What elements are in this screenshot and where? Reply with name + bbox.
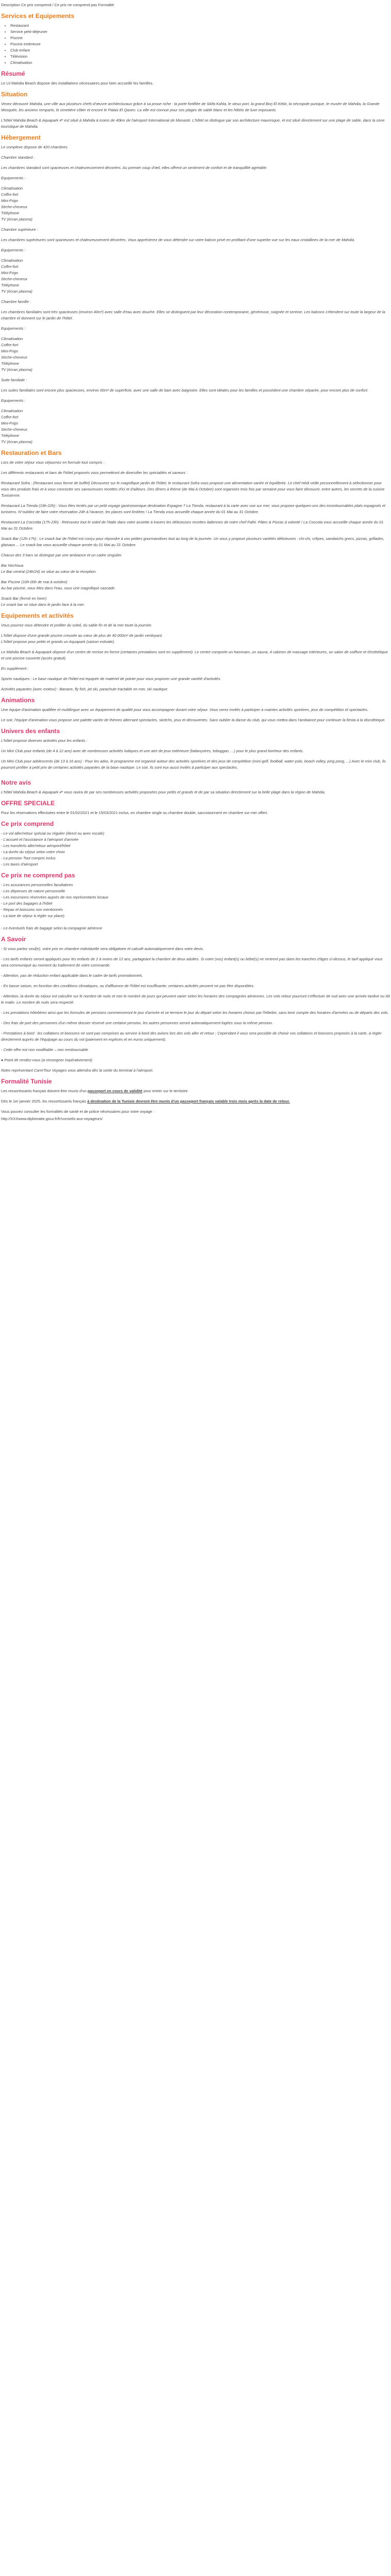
room-equipment-item: Téléphone xyxy=(1,361,19,366)
formalite-passport xyxy=(1,1088,390,1094)
list-item: - La taxe de séjour à régler sur place) xyxy=(1,913,64,918)
offre-paragraph: Pour les réservations effectuées entre le 01/02/2021 et le 15/03/2021 inclus, en chambre single ou chambre double, saccoisonnent en chambre sur mer offert. xyxy=(1,810,268,815)
room-description: Les suites familiales sont encore plus spacieuses, environ 60m² de superficie, avec une salle de bain avec baignoire. Elles sont idéales pour les familles et possèdent une chambre séparée, pour encore plus de confort. xyxy=(1,388,368,393)
list-item: • Télévision xyxy=(10,54,390,60)
list-item: • Club enfant xyxy=(10,47,390,54)
list-item: - L'accueil et l'assistance à l'aéroport d'arrivée xyxy=(1,837,79,842)
room-equipment-item: TV (écran plasma) xyxy=(1,367,32,372)
savoir-paragraph: Notre représentant CarreTour Voyages vous attendra dès la sortie du terminal à l'aéroport. xyxy=(1,1068,154,1073)
room-equipment-item: Coffre-fort xyxy=(1,264,19,269)
room-equipment-item: Climatisation xyxy=(1,186,23,191)
savoir-paragraph: - Attention, pas de réduction enfant applicable dans le cadre de tarifs promotionnels. xyxy=(1,973,143,978)
text-emphasis: passeport en cours de validité xyxy=(87,1089,143,1093)
savoir-paragraph: - En basse saison, en fonction des conditions climatiques, ou d'affluence de l'hôtel est insuffisante; certaines activités peuvent ne pas être disponibles. xyxy=(1,984,255,988)
list-item: • Service petit-déjeuner xyxy=(10,29,390,35)
room-description: Les chambres familiales sont très spacieuses (environ 40m²) avec salle d'eau avec douche. Elles se distinguent par leur décoration contemporaine, généreuse, soignée et sereine. Les balcons s'étendent sur toute la largeur de la chambre et donnent sur le jardin de l'hôtel. xyxy=(1,310,385,320)
restaurant-la-tienda: Restaurant La Tienda (19h-22h) : Vous êtes tentés par un petit voyage gastronomique destination Espagne ? La Tienda, restaurant à la carte avec vue sur mer, vous propose quelques-uns des incontournables plats espagnols et tunisiens. N°oubliez de faire votre réservation 24h à l'avance, les places sont limitées ! La Tienda vous accueille chaque année du 01 Mai au 31 Octobre. xyxy=(1,503,385,514)
bar-description: Le snack bar se situe dans le jardin face à la mer. xyxy=(1,602,85,607)
bar-snack xyxy=(1,596,390,608)
room-equipment-list xyxy=(1,336,390,373)
room-equipment-item: Mini-Frigo xyxy=(1,421,18,426)
room-equipment-item: Mini-Frigo xyxy=(1,198,18,203)
list-item: - Les assurances personnelles facultatives xyxy=(1,883,73,887)
section-title-univers: Univers des enfants xyxy=(1,727,60,735)
list-item: - Les transferts aller/retour aéroport/hôtel xyxy=(1,843,71,848)
equipements-supplement: En supplément : xyxy=(1,666,29,671)
room-equipment-list xyxy=(1,408,390,445)
section-title-situation: Situation xyxy=(1,91,28,98)
list-item xyxy=(1,919,390,925)
section-title-comprend: Ce prix comprend xyxy=(1,820,54,827)
room-equipment-item: Mini-Frigo xyxy=(1,270,18,275)
page xyxy=(0,0,391,1131)
section-title-equipements: Equipements et activités xyxy=(1,612,74,619)
bar-nechoua xyxy=(1,563,390,575)
room-equipment-item: Climatisation xyxy=(1,336,23,341)
room-list xyxy=(1,155,390,445)
room-equipment-item: Sèche-cheveux xyxy=(1,205,27,209)
savoir-paragraph: - Si vous partez seul(e), votre prix en chambre individuelle sera obligatoire et calculé automatiquement dans votre devis. xyxy=(1,946,204,951)
room-title: Chambre supérieure : xyxy=(1,227,38,232)
room-equipment-item: Coffre-fort xyxy=(1,415,19,419)
list-item: - Repas et boissons non mentionnés xyxy=(1,907,63,912)
univers-ados-club: Un Mini Club pour adolescents (de 13 à 16 ans) : Pour les ados, le programme est organisé autour des activités sportives et des jeux de compétition (mini-golf, football, water polo, beach volley, ping pong, ...) Avec le mini club, ils pourront profiter à petit prix de certaines activités payantes de la base nautique. Le soir, ils sont eux aussi invités à participer aux spectacles. xyxy=(1,759,386,770)
bar-name: Bar Piscine (10h-00h de mai à octobre) xyxy=(1,580,68,584)
room-equipment-item: Téléphone xyxy=(1,283,19,287)
room-equipment-item: TV (écran plasma) xyxy=(1,217,32,222)
room-equipment-title: Equipements : xyxy=(1,326,26,331)
avis-paragraph: L'hôtel Mahdia Beach & Aquapark 4* vous ravira de par ses nombreuses activités proposées pour petits et grands et de par sa situation directement sur la belle plage dans la région de Mahdia. xyxy=(1,790,325,794)
restauration-paragraph: Lors de votre séjour vous séjournez en formule tout compris : xyxy=(1,460,105,465)
savoir-paragraph: - Attention, la durée du séjour est calculée sur le nombre de nuits et non le nombre de jours qui peuvent varier selon les horaires des compagnies aériennes. Les vols retour pourront s'effectuer de nuit avec une arrivée tardive ou tôt le matin. Le nombre de nuits sera respecté. xyxy=(1,994,390,1005)
section-title-savoir: A Savoir xyxy=(1,936,26,943)
text-emphasis: à destination de la Tunisie devront être munis d'un passeport français valable trois mois après la date de retour. xyxy=(87,1099,290,1104)
list-item: • Piscine extérieure xyxy=(10,41,390,47)
savoir-paragraph: - Les tarifs enfants seront appliqués pour les enfants de 2 à moins de 12 ans, partageant la chambre de deux adultes. Si votre (vos) enfant(s) ou bébé(s) ne rentrent pas dans les tranches d'âges ci-dessus, le tarif appliqué vous sera communiqué au moment du traitement de votre commande. xyxy=(1,957,383,968)
room-equipment-item: TV (écran plasma) xyxy=(1,289,32,294)
section-title-hebergement: Hébergement xyxy=(1,134,41,141)
room-equipment-list xyxy=(1,185,390,223)
room-description: Les chambres supérieures sont spacieuses et chaleureusement décorées. Vous apprécierez de vous détendre sur votre balcon privé en profitant d'une superbe vue sur les eaux cristallines de la mer de Mahdia. xyxy=(1,238,355,242)
section-title-ne-comprend: Ce prix ne comprend pas xyxy=(1,872,75,879)
services-list xyxy=(1,23,390,66)
section-title-services: Services et Equipements xyxy=(1,12,75,20)
ne-comprend-list xyxy=(1,882,390,931)
restaurant-la-coccotta: Restaurant La Coccotta (17h-23h) : Retrouvez tout le soleil de l'Italie dans votre assiette à travers les délicieuses recettes italiennes de notre chef Fathi. Pâtes & Pizzas à volonté ! La Coccota vous accueille chaque année du 01 Mai au 31 Octobre. xyxy=(1,520,384,531)
list-item: - Le éventuels frais de bagage selon la compagnie aérienne xyxy=(1,926,102,930)
equipements-line: L'hôtel dispose d'une grande piscine creusée au cœur de plus de 40 000m² de jardin verdoyant. xyxy=(1,633,163,638)
list-item: - Les excursions réservées auprès de nos représentants locaux xyxy=(1,895,108,900)
list-item: - Les dépenses de nature personnelle xyxy=(1,889,66,893)
univers-mini-club: Un Mini Club pour enfants (de 4 à 12 ans) avec de nombreuses activités ludiques et une aire de jeux extérieure (balançoires, toboggan, ...) pour le plus grand bonheur des enfants. xyxy=(1,749,304,753)
list-item: - Le port des bagages à l'hôtel xyxy=(1,901,53,906)
savoir-paragraph: - Des frais de port des personnes d'un même dossier réservé une certaine pension, les autres personnes seront automatiquement logées sous la même pension. xyxy=(1,1021,273,1025)
list-item: - Le vol aller/retour spécial ou régulier (direct ou avec escale) xyxy=(1,831,105,836)
section-title-formalite: Formalité Tunisie xyxy=(1,1078,52,1085)
equipements-nautique: Sports nautiques : Le base nautique de l'hôtel est équipée de matériel de pointe pour vous proposer une grande variété d'activités. xyxy=(1,676,221,681)
list-item: - La pension Tout compris inclus xyxy=(1,856,56,860)
bar-name: Bar Nechoua xyxy=(1,563,24,568)
text-segment: Les ressortissants français doivent être munis d'un xyxy=(1,1089,88,1093)
room-equipment-item: Sèche-cheveux xyxy=(1,427,27,432)
list-item: • Restaurant xyxy=(10,23,390,29)
formalite-link-row xyxy=(1,1116,390,1122)
equipements-line: L'hôtel propose pour petits et grands un Aquapark (saison estivale). xyxy=(1,639,115,644)
equipements-spa: Le Mahdia Beach & Aquapark dispose d'un centre de remise en forme (certaines prestations sont en supplément). Le centre comporte un hammam, un sauna, 4 cabines de massage intérieures, un salon de coiffure et d'esthétique et une piscine couverte (accès gratuit). xyxy=(1,650,388,660)
comprend-list xyxy=(1,831,390,868)
univers-paragraph: L'hôtel propose diverses activités pour les enfants : xyxy=(1,738,88,743)
room-title: Chambre standard : xyxy=(1,155,35,160)
bar-piscine xyxy=(1,579,390,591)
room-title: Chambre famille : xyxy=(1,299,31,304)
savoir-paragraph: - Les prestations hôtelières ainsi que les formules de pensions commenceront le jour d'arrivée et se termine le jour du départ selon les horaires choisis par l'hôtelier, sans tenir compte des horaires d'arrivées ou de départs des vols. xyxy=(1,1010,389,1015)
hebergement-intro: Le complexe dispose de 420 chambres. xyxy=(1,145,69,149)
savoir-paragraph: - Prestations à bord : les collations et boissons ne sont pas comprises au service à bord des avions lors des vols aller et retour ; Cependant il vous sera possible de choisir vos collations et boissons proposés à la carte, à régler directement auprès de l'équipage au cours du vol (paiement en espèces et en euros uniquement). xyxy=(1,1031,382,1042)
section-title-offre: OFFRE SPECIALE xyxy=(1,800,55,807)
room-equipment-item: Coffre-fort xyxy=(1,192,19,197)
animations-paragraph: Le soir, l'équipe d'animation vous propose une palette variée de thèmes alternant spectacles, sketchs, jeux et découvertes. Sans oublier la danse du club, qui vous mettra dans l'ambiance pour continuer la fiesta à la discothèque. xyxy=(1,718,386,722)
animations-paragraph: Une équipe d'animation qualifiée et multilingue avec un équipement de qualité pour vous accompagner durant votre séjour. Vous serez invités à participer à maintes activités sportives, jeux de compétition et spectacles. xyxy=(1,707,368,712)
room-equipment-item: Mini-Frigo xyxy=(1,349,18,353)
bar-description: Au bar piscine, vous êtes dans l'eau, sous une magnifique cascade. xyxy=(1,586,116,590)
room-equipment-title: Equipements : xyxy=(1,398,26,403)
room-block xyxy=(1,377,390,445)
restauration-paragraph: Les différents restaurants et bars de l'hôtel proposés vous permettront de diversifier les spécialités et saveurs : xyxy=(1,470,188,475)
section-title-avis: Notre avis xyxy=(1,779,31,786)
list-item: • Piscine xyxy=(10,35,390,41)
room-equipment-item: Sèche-cheveux xyxy=(1,277,27,281)
bar-name: Snack Bar (fermé en hiver) xyxy=(1,596,47,601)
room-equipment-item: Téléphone xyxy=(1,433,19,438)
situation-paragraph: L'hôtel Mahdia Beach & Aquapark 4* est situé à Mahdia à moins de 40km de l'aéroport International de Monastir. L'hôtel se distingue par son architecture mauresque, et est situé directement sur une plage de sable, dans la zone touristique de Mahdia. xyxy=(1,118,385,129)
list-item: - Les taxes d'aéroport xyxy=(1,862,38,867)
formalite-health xyxy=(1,1109,390,1115)
bar-description: Le Bar central (24h/24) se situe au cœur de la réception. xyxy=(1,569,97,574)
text-segment: pour entrer sur le territoire. xyxy=(142,1089,189,1093)
text-segment: Vous pouvez consulter les formalités de santé et de police nécessaires pour votre voyage : xyxy=(1,1109,155,1114)
room-equipment-list xyxy=(1,258,390,295)
snack-bar-paragraph: Snack Bar (12h-17h) : Le snack bar de l'hôtel est conçu pour répondre à vos petites gourmandises tout au long de la journée. Un vous y propose plusieurs variétés délicieuses : chi-chi, crêpes, sandwichs grecs, pizzas, grillades, glaisaux ... Le snack bar vous accueille chaque année du 01 Mai au 31 Octobre. xyxy=(1,536,384,547)
room-equipment-item: Sèche-cheveux xyxy=(1,355,27,360)
bars-intro: Chacun des 3 bars se distingue par une ambiance et un cadre singulier. xyxy=(1,553,123,557)
room-equipment-item: Coffre-fort xyxy=(1,343,19,347)
section-title-restauration: Restauration et Bars xyxy=(1,449,62,456)
room-equipment-item: Téléphone xyxy=(1,211,19,215)
section-title-animations: Animations xyxy=(1,697,35,704)
room-equipment-title: Equipements : xyxy=(1,248,26,252)
equipements-piscine xyxy=(1,633,390,645)
restaurant-sofra: Restaurant Sofra : (Restaurant sous forme de buffet) Découvrez sur le magnifique jardin de l'hôtel, le restaurant Sofra vous propose une alimentation variée et équilibrée. Le chef Hédi veille personnellement à sélectionner pour vous des produits frais et à vous concocter ses savoureuses recettes d'ici et d'ailleurs. Des dîners à thème (de Mai à Octobre) sont organisés trois fois par semaine pour vous faire découvrir, entre autres, les secrets de la cuisine Tunisienne. xyxy=(1,481,385,498)
savoir-paragraph: ● Point de rendez-vous (a renseigner impérativement) xyxy=(1,1058,92,1062)
savoir-paragraph: - Cette offre est non modifiable – non remboursable xyxy=(1,1047,88,1052)
room-block xyxy=(1,299,390,373)
list-item: - La durée du séjour selon votre choix xyxy=(1,850,65,854)
section-title-resume: Résumé xyxy=(1,70,25,77)
room-description: Les chambres standard sont spacieuses et chaleureusement décorées. Au premier coup d'œil, elles offrent un sentiment de confort et de tranquillité agréable. xyxy=(1,165,268,170)
text-segment: Dès le 1er janvier 2025, les ressortissants français xyxy=(1,1099,88,1104)
formalite-2025 xyxy=(1,1098,390,1105)
room-equipment-title: Equipements : xyxy=(1,176,26,180)
resume-text: Le Lti Mahdia Beach dispose des installations nécessaires pour bien accueillir les familles. xyxy=(1,81,154,86)
situation-paragraph: Venez découvrir Mahdia, une ville aux plusieurs chefs-d'œuvre architecturaux grâce à sa proue riche : la porte fortifiée de Skifa Kahla, le vieux port, la grand Borj El Kébir, la nécropole punique, le musée de Mahdia, la Grande Mosquée, les anciens remparts, le cimetière côtier et encore le Palais El Qasen. La ville est connue pour ses plages de sable blanc et les hôtels de luxe imposants. xyxy=(1,101,380,112)
tabs-bar[interactable]: Description Ce prix comprend / Ce prix ne comprend pas Formalité xyxy=(1,3,114,7)
diplomatie-link[interactable]: http://XXXwww.diplomatie.gouv.fr/fr/conseils-aux-voyageurs/ xyxy=(1,1116,103,1121)
list-item: • Climatisation xyxy=(10,60,390,66)
room-title: Suite familiale : xyxy=(1,378,27,382)
equipements-payantes: Activités payantes (avec moteur) : Banane, fly fish, jet ski, parachute tractable en mer, ski nautique xyxy=(1,687,168,691)
room-block xyxy=(1,155,390,223)
room-equipment-item: TV (écran plasma) xyxy=(1,439,32,444)
equipements-paragraph: Vous pourrez vous détendre et profiter du soleil, du sable fin et de la mer toute la journée. xyxy=(1,623,153,628)
room-equipment-item: Climatisation xyxy=(1,409,23,413)
room-block xyxy=(1,227,390,295)
room-equipment-item: Climatisation xyxy=(1,258,23,263)
